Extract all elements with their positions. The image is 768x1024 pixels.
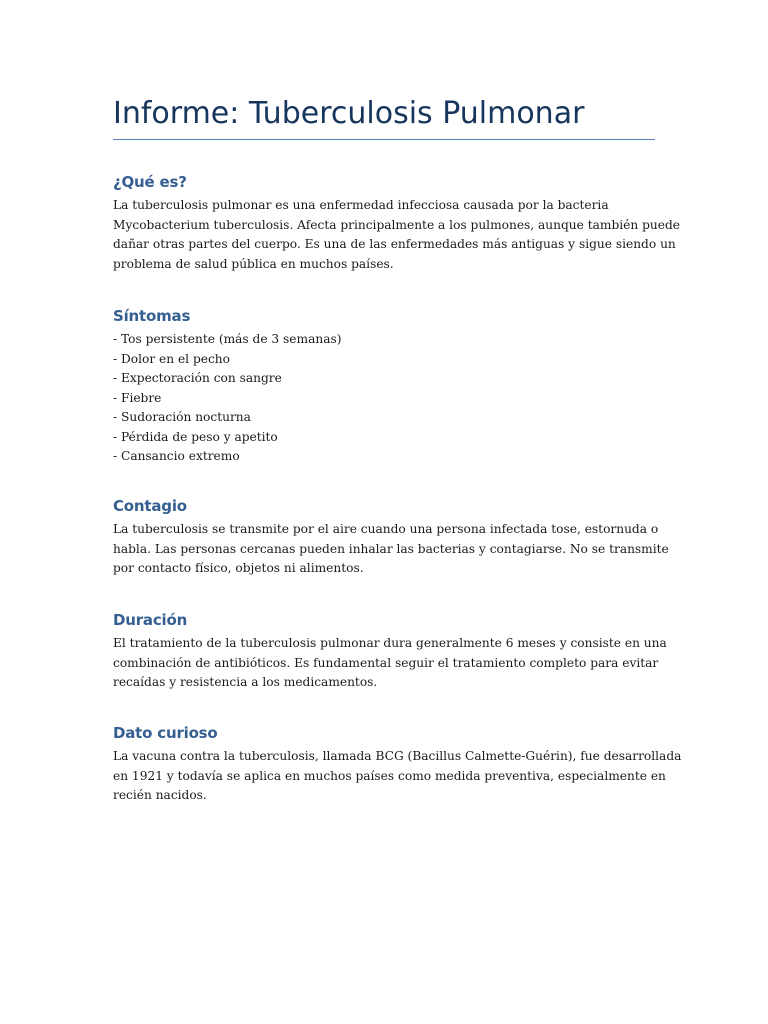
list-item: - Tos persistente (más de 3 semanas) (113, 332, 342, 346)
symptoms-list (113, 330, 655, 467)
text-line: habla. Las personas cercanas pueden inhalar las bacterias y contagiarse. No se transmite (113, 541, 669, 556)
section-body (113, 747, 682, 806)
section-heading: Síntomas (113, 307, 191, 325)
section-body (113, 634, 667, 693)
section-dato-curioso (113, 722, 682, 806)
text-line: problema de salud pública en muchos países. (113, 256, 394, 271)
section-body (113, 196, 680, 274)
title-divider (113, 139, 655, 140)
section-sintomas (113, 305, 655, 467)
list-item: - Fiebre (113, 390, 162, 405)
section-body (113, 520, 669, 579)
text-line: combinación de antibióticos. Es fundamental seguir el tratamiento completo para evitar (113, 655, 659, 670)
section-heading: Duración (113, 611, 188, 629)
section-duracion (113, 609, 667, 693)
text-line: dañar otras partes del cuerpo. Es una de las enfermedades más antiguas y sigue siendo un (113, 237, 676, 251)
section-heading: Dato curioso (113, 724, 218, 742)
text-line: El tratamiento de la tuberculosis pulmonar dura generalmente 6 meses y consiste en una (113, 636, 667, 650)
text-line: en 1921 y todavía se aplica en muchos países como medida preventiva, especialmente en (113, 768, 666, 783)
text-line: recaídas y resistencia a los medicamentos. (113, 675, 378, 689)
section-heading: ¿Qué es? (113, 173, 187, 191)
text-line: Mycobacterium tuberculosis. Afecta principalmente a los pulmones, aunque también puede (113, 217, 680, 232)
document-title: Informe: Tuberculosis Pulmonar (113, 96, 585, 131)
section-que-es (113, 171, 680, 274)
text-line: recién nacidos. (113, 788, 207, 802)
text-line: por contacto físico, objetos ni alimentos. (113, 561, 364, 575)
list-item: - Sudoración nocturna (113, 410, 251, 424)
text-line: La tuberculosis se transmite por el aire cuando una persona infectada tose, estornuda o (113, 522, 659, 536)
text-line: La tuberculosis pulmonar es una enfermedad infecciosa causada por la bacteria (113, 198, 609, 212)
section-contagio (113, 495, 669, 579)
text-line: La vacuna contra la tuberculosis, llamada BCG (Bacillus Calmette-Guérin), fue desarrollada (113, 749, 682, 763)
list-item: - Pérdida de peso y apetito (113, 429, 278, 444)
list-item: - Dolor en el pecho (113, 351, 230, 366)
section-heading: Contagio (113, 497, 187, 515)
list-item: - Expectoración con sangre (113, 371, 282, 385)
list-item: - Cansancio extremo (113, 449, 240, 463)
